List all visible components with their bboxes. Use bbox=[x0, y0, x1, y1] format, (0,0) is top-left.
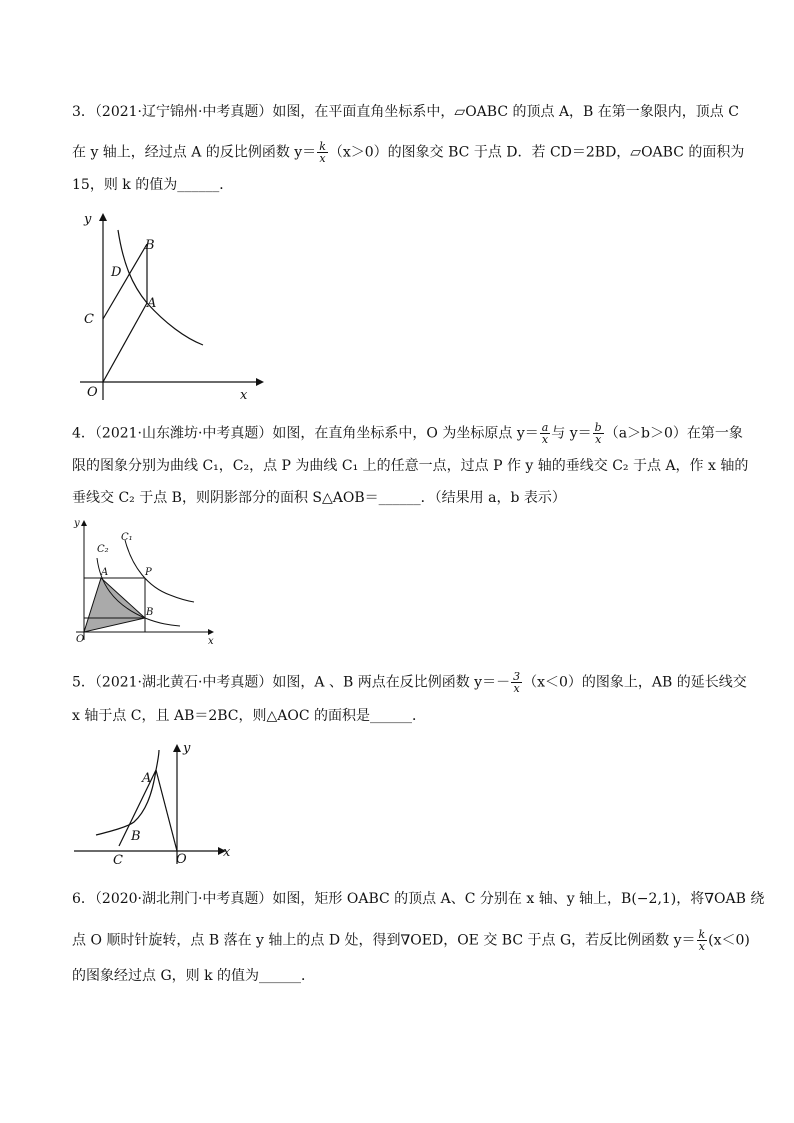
q3-text-line2a: 在 y 轴上，经过点 A 的反比例函数 y＝ bbox=[72, 144, 317, 161]
q4-label-C1: C₁ bbox=[121, 532, 133, 543]
q6-frac-num: k bbox=[698, 928, 706, 941]
q4-frac2-num: b bbox=[594, 421, 602, 434]
q3-label-O: O bbox=[87, 385, 98, 400]
q5-frac-den: x bbox=[513, 682, 520, 695]
q4-text-line1a: 4．（2021·山东潍坊·中考真题）如图，在直角坐标系中，O 为坐标原点 y＝ bbox=[72, 425, 539, 442]
q4-label-y: y bbox=[74, 518, 80, 529]
q5-label-A: A bbox=[142, 771, 152, 786]
q5-text-line2: x 轴于点 C，且 AB＝2BC，则△AOC 的面积是______． bbox=[72, 708, 427, 724]
q4-label-P: P bbox=[145, 567, 152, 578]
q4-curve-C1 bbox=[125, 540, 194, 602]
q5-text-line1b: （x＜0）的图象上，AB 的延长线交 bbox=[523, 674, 747, 691]
q6-text-line3: 的图象经过点 G，则 k 的值为______． bbox=[72, 968, 316, 984]
q6-text-line2b: (x＜0) bbox=[708, 932, 750, 949]
q4-shaded-triangle-AOB bbox=[84, 578, 145, 632]
q3-figure bbox=[70, 205, 270, 405]
q3-text-line2 bbox=[72, 141, 744, 164]
q6-text-line2a: 点 O 顺时针旋转，点 B 落在 y 轴上的点 D 处，得到∇OED，OE 交 BC 于点 G，若反比例函数 y＝ bbox=[72, 932, 696, 949]
q3-label-A: A bbox=[147, 296, 157, 311]
q3-frac-num: k bbox=[319, 140, 326, 153]
q3-frac-den: x bbox=[319, 152, 326, 165]
q4-text-line1c: （a＞b＞0）在第一象 bbox=[604, 425, 743, 442]
q3-label-D: D bbox=[111, 265, 122, 280]
q6-text-line1: 6．（2020·湖北荆门·中考真题）如图，矩形 OABC 的顶点 A、C 分别在 x 轴、y 轴上，B(−2,1)，将∇OAB 绕 bbox=[72, 891, 765, 907]
q5-frac-num: 3 bbox=[513, 670, 521, 683]
q4-label-O: O bbox=[76, 634, 85, 645]
q4-text-line1b: 与 y＝ bbox=[551, 425, 592, 442]
q3-hyperbola bbox=[118, 230, 203, 345]
q5-text-line1a: 5．（2021·湖北黄石·中考真题）如图，A 、B 两点在反比例函数 y＝－ bbox=[72, 674, 511, 691]
q5-label-O: O bbox=[176, 852, 187, 867]
q3-fraction bbox=[317, 141, 328, 164]
q4-label-A: A bbox=[101, 567, 109, 578]
q3-label-B: B bbox=[145, 238, 155, 253]
q3-label-y: y bbox=[84, 212, 92, 227]
q4-frac1-num: a bbox=[541, 421, 549, 434]
q4-text-line3: 垂线交 C₂ 于点 B，则阴影部分的面积 S△AOB＝______．（结果用 a，b 表示） bbox=[72, 490, 566, 506]
q5-fraction bbox=[511, 671, 522, 694]
q5-label-C: C bbox=[113, 853, 123, 868]
q4-text-line2: 限的图象分别为曲线 C₁，C₂，点 P 为曲线 C₁ 上的任意一点，过点 P 作 y 轴的垂线交 C₂ 于点 A，作 x 轴的 bbox=[72, 458, 749, 474]
q3-segment-OA bbox=[103, 303, 147, 382]
q4-frac2-den: x bbox=[595, 433, 602, 446]
q3-segment-CB bbox=[103, 244, 147, 319]
q3-text-line3: 15，则 k 的值为______． bbox=[72, 177, 234, 193]
q5-figure bbox=[70, 738, 240, 873]
q5-y-arrow-icon bbox=[173, 744, 181, 752]
q3-text-line2b: （x＞0）的图象交 BC 于点 D．若 CD＝2BD，▱OABC 的面积为 bbox=[328, 144, 745, 161]
q5-segment-OA bbox=[156, 770, 177, 851]
q5-hyperbola bbox=[96, 750, 159, 835]
q3-label-C: C bbox=[84, 312, 94, 327]
q4-label-C2: C₂ bbox=[97, 544, 109, 555]
q5-label-y: y bbox=[183, 741, 191, 756]
q5-label-x: x bbox=[223, 845, 231, 860]
q3-y-arrow-icon bbox=[99, 213, 107, 221]
q4-text-line1 bbox=[72, 422, 743, 445]
q4-figure bbox=[70, 512, 230, 652]
q4-x-arrow-icon bbox=[208, 629, 214, 635]
q4-label-x: x bbox=[208, 636, 214, 647]
q4-label-B: B bbox=[146, 607, 154, 618]
q6-frac-den: x bbox=[698, 940, 705, 953]
q5-label-B: B bbox=[131, 829, 141, 844]
q3-text-line1: 3．（2021·辽宁锦州·中考真题）如图，在平面直角坐标系中，▱OABC 的顶点 A，B 在第一象限内，顶点 C bbox=[72, 104, 739, 120]
q6-fraction bbox=[697, 929, 708, 952]
q3-label-x: x bbox=[240, 388, 248, 403]
q4-y-arrow-icon bbox=[81, 520, 87, 526]
q3-x-arrow-icon bbox=[256, 378, 264, 386]
q4-fraction-b bbox=[593, 422, 604, 445]
q4-frac1-den: x bbox=[541, 433, 549, 446]
q5-text-line1 bbox=[72, 671, 747, 694]
q6-text-line2 bbox=[72, 929, 750, 952]
q4-fraction-a bbox=[540, 422, 551, 445]
